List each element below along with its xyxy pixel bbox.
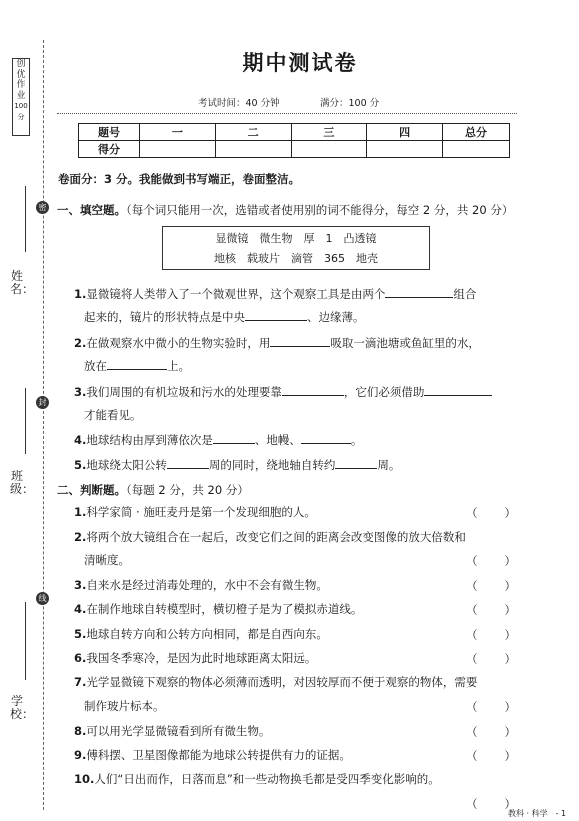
fill-blank[interactable]	[245, 309, 307, 321]
brand-char: 业	[16, 90, 26, 101]
question-number: 3.	[74, 385, 87, 399]
paren-close: ）	[504, 603, 516, 617]
score-table-header-row	[79, 124, 510, 141]
judge-question-line	[74, 772, 522, 786]
score-cell[interactable]	[140, 141, 216, 158]
word-bank-box	[162, 226, 430, 270]
question-text: 我国冬季寒冷，是因为此时地球距离太阳远。	[86, 651, 317, 665]
paren-open: （	[466, 579, 478, 593]
paren-open: （	[466, 554, 478, 568]
fill-question-line	[74, 432, 522, 447]
school-label: 学校：	[10, 694, 35, 721]
class-field-line	[25, 388, 26, 454]
seal-mark-xian: 线	[36, 592, 49, 605]
judge-question-line	[84, 553, 532, 567]
score-cell[interactable]	[291, 141, 367, 158]
judge-question-line	[74, 675, 522, 689]
paren-close: ）	[504, 797, 516, 811]
paren-close: ）	[504, 700, 516, 714]
question-text: 上。	[167, 359, 190, 373]
header-rule	[57, 113, 517, 114]
fill-blank[interactable]	[335, 457, 377, 469]
word-bank-line: 显微镜 微生物 厚 1 凸透镜	[215, 232, 377, 245]
question-text: 将两个放大镜组合在一起后，改变它们之间的距离会改变图像的放大倍数和	[86, 530, 466, 544]
question-text: 才能看见。	[84, 408, 142, 422]
score-table	[78, 123, 510, 158]
brand-char: 作	[16, 80, 26, 90]
question-text: 自来水是经过消毒处理的，水中不会有微生物。	[86, 578, 328, 592]
question-text: 地球自转方向和公转方向相同，都是自西向东。	[86, 627, 328, 641]
question-text: 傅科摆、卫星图像都能为地球公转提供有力的证据。	[86, 748, 351, 762]
score-header-cell: 一	[140, 124, 216, 141]
fill-question-line	[74, 286, 522, 301]
question-number: 8.	[74, 724, 87, 738]
page-footer: 教科 · 科学 - 1	[508, 809, 567, 818]
class-label: 班级：	[10, 469, 35, 496]
neatness-note	[58, 171, 300, 187]
question-number: 4.	[74, 433, 87, 447]
page-title: 期中测试卷	[242, 51, 358, 75]
question-text: 组合	[453, 287, 477, 301]
fill-question-line	[84, 309, 532, 324]
section-2-heading: 二、判断题。	[57, 483, 126, 497]
score-header-cell: 题号	[79, 124, 140, 141]
question-number: 9.	[74, 748, 87, 762]
seal-mark-feng: 封	[36, 396, 49, 409]
paren-close: ）	[504, 628, 516, 642]
question-text: 、边缘薄。	[307, 310, 365, 324]
question-number: 6.	[74, 651, 87, 665]
fill-question-line	[84, 358, 532, 373]
judge-question-line	[74, 530, 522, 544]
paren-open: （	[466, 725, 478, 739]
paren-close: ）	[504, 749, 516, 763]
section-1-header	[57, 202, 513, 218]
question-text: 。	[350, 433, 363, 447]
score-header-cell: 总分	[443, 124, 510, 141]
binding-dashed-line	[43, 40, 44, 810]
fill-blank[interactable]	[107, 358, 167, 370]
section-1-heading: 一、填空题。	[57, 203, 126, 217]
score-header-cell: 二	[215, 124, 291, 141]
fill-blank[interactable]	[167, 457, 209, 469]
name-field-line	[25, 186, 26, 252]
judge-question-line	[84, 699, 532, 713]
question-text: 吸取一滴池塘或鱼缸里的水，	[330, 336, 480, 350]
question-text: 科学家简 · 施旺麦丹是第一个发现细胞的人。	[86, 505, 316, 519]
paren-close: ）	[504, 506, 516, 520]
paren-open: （	[466, 797, 478, 811]
exam-score: 满分：100 分	[320, 98, 380, 109]
question-text: 在做观察水中微小的生物实验时，用	[86, 336, 271, 350]
question-text: 显微镜将人类带入了一个微观世界，这个观察工具是由两个	[86, 287, 386, 301]
question-text: 我们周围的有机垃圾和污水的处理要靠	[86, 385, 282, 399]
question-text: 人们“日出而作，日落而息”和一些动物换毛都是受四季变化影响的。	[94, 772, 440, 786]
paren-open: （	[466, 749, 478, 763]
paren-close: ）	[504, 725, 516, 739]
judge-question-line	[74, 627, 522, 641]
paren-open: （	[466, 603, 478, 617]
question-number: 4.	[74, 602, 87, 616]
question-text: 光学显微镜下观察的物体必须薄而透明，对因较厚而不便于观察的物体，需要	[86, 675, 478, 689]
fill-blank[interactable]	[424, 384, 492, 396]
seal-mark-mi: 密	[36, 201, 49, 214]
fill-blank[interactable]	[270, 335, 330, 347]
paren-open: （	[466, 652, 478, 666]
question-number: 1.	[74, 505, 87, 519]
school-field-line	[25, 602, 26, 680]
question-text: 地球绕太阳公转	[86, 458, 167, 472]
question-number: 3.	[74, 578, 87, 592]
neatness-text: 卷面分：3 分。我能做到书写端正，卷面整洁。	[58, 172, 301, 186]
score-row-label: 得分	[79, 141, 140, 158]
fill-question-line	[74, 384, 522, 399]
paren-open: （	[466, 700, 478, 714]
question-text: ，它们必须借助	[343, 385, 425, 399]
question-text: 周。	[377, 458, 401, 472]
fill-blank[interactable]	[282, 384, 344, 396]
paren-open: （	[466, 628, 478, 642]
question-number: 5.	[74, 627, 87, 641]
word-bank-line: 地核 载玻片 滴管 365 地壳	[214, 252, 378, 265]
judge-question-line	[74, 505, 522, 519]
paren-close: ）	[504, 554, 516, 568]
question-text: 地球结构由厚到薄依次是	[86, 433, 213, 447]
score-cell[interactable]	[367, 141, 443, 158]
question-number: 2.	[74, 530, 87, 544]
question-number: 10.	[74, 772, 95, 786]
name-label: 姓名：	[10, 269, 35, 296]
exam-time: 考试时间：40 分钟	[198, 98, 280, 109]
question-text: 、地幔、	[254, 433, 301, 447]
paren-open: （	[466, 506, 478, 520]
score-cell[interactable]	[443, 141, 510, 158]
question-text: 制作玻片标本。	[84, 699, 165, 713]
brand-char: 优	[16, 69, 26, 80]
fill-question-line	[74, 457, 522, 472]
fill-blank[interactable]	[301, 432, 351, 444]
paren-close: ）	[504, 579, 516, 593]
section-2-header	[57, 482, 249, 498]
judge-question-line	[74, 748, 522, 762]
question-text: 起来的，镜片的形状特点是中央	[84, 310, 245, 324]
section-1-note: （每个词只能用一次，选错或者使用别的词不能得分，每空 2 分，共 20 分）	[126, 203, 514, 217]
fill-blank[interactable]	[385, 286, 453, 298]
fill-blank[interactable]	[213, 432, 255, 444]
brand-char: 创	[16, 59, 26, 69]
question-number: 5.	[74, 458, 87, 472]
question-number: 1.	[74, 287, 87, 301]
paren-close: ）	[504, 652, 516, 666]
question-text: 可以用光学显微镜看到所有微生物。	[86, 724, 271, 738]
brand-label	[12, 58, 30, 136]
judge-question-line	[74, 724, 522, 738]
score-header-cell: 四	[367, 124, 443, 141]
score-table-score-row	[79, 141, 510, 158]
score-cell[interactable]	[215, 141, 291, 158]
judge-question-line	[74, 578, 522, 592]
question-number: 2.	[74, 336, 87, 350]
fill-question-line	[84, 408, 532, 422]
judge-question-line	[74, 602, 522, 616]
question-text: 放在	[84, 359, 107, 373]
fill-question-line	[74, 335, 522, 350]
score-header-cell: 三	[291, 124, 367, 141]
section-2-note: （每题 2 分，共 20 分）	[126, 483, 249, 497]
brand-char: 100分	[14, 102, 28, 121]
question-text: 在制作地球自转模型时，横切橙子是为了模拟赤道线。	[86, 602, 363, 616]
question-text: 周的同时，绕地轴自转约	[208, 458, 336, 472]
question-text: 清晰度。	[84, 553, 130, 567]
question-number: 7.	[74, 675, 87, 689]
judge-question-line	[74, 651, 522, 665]
